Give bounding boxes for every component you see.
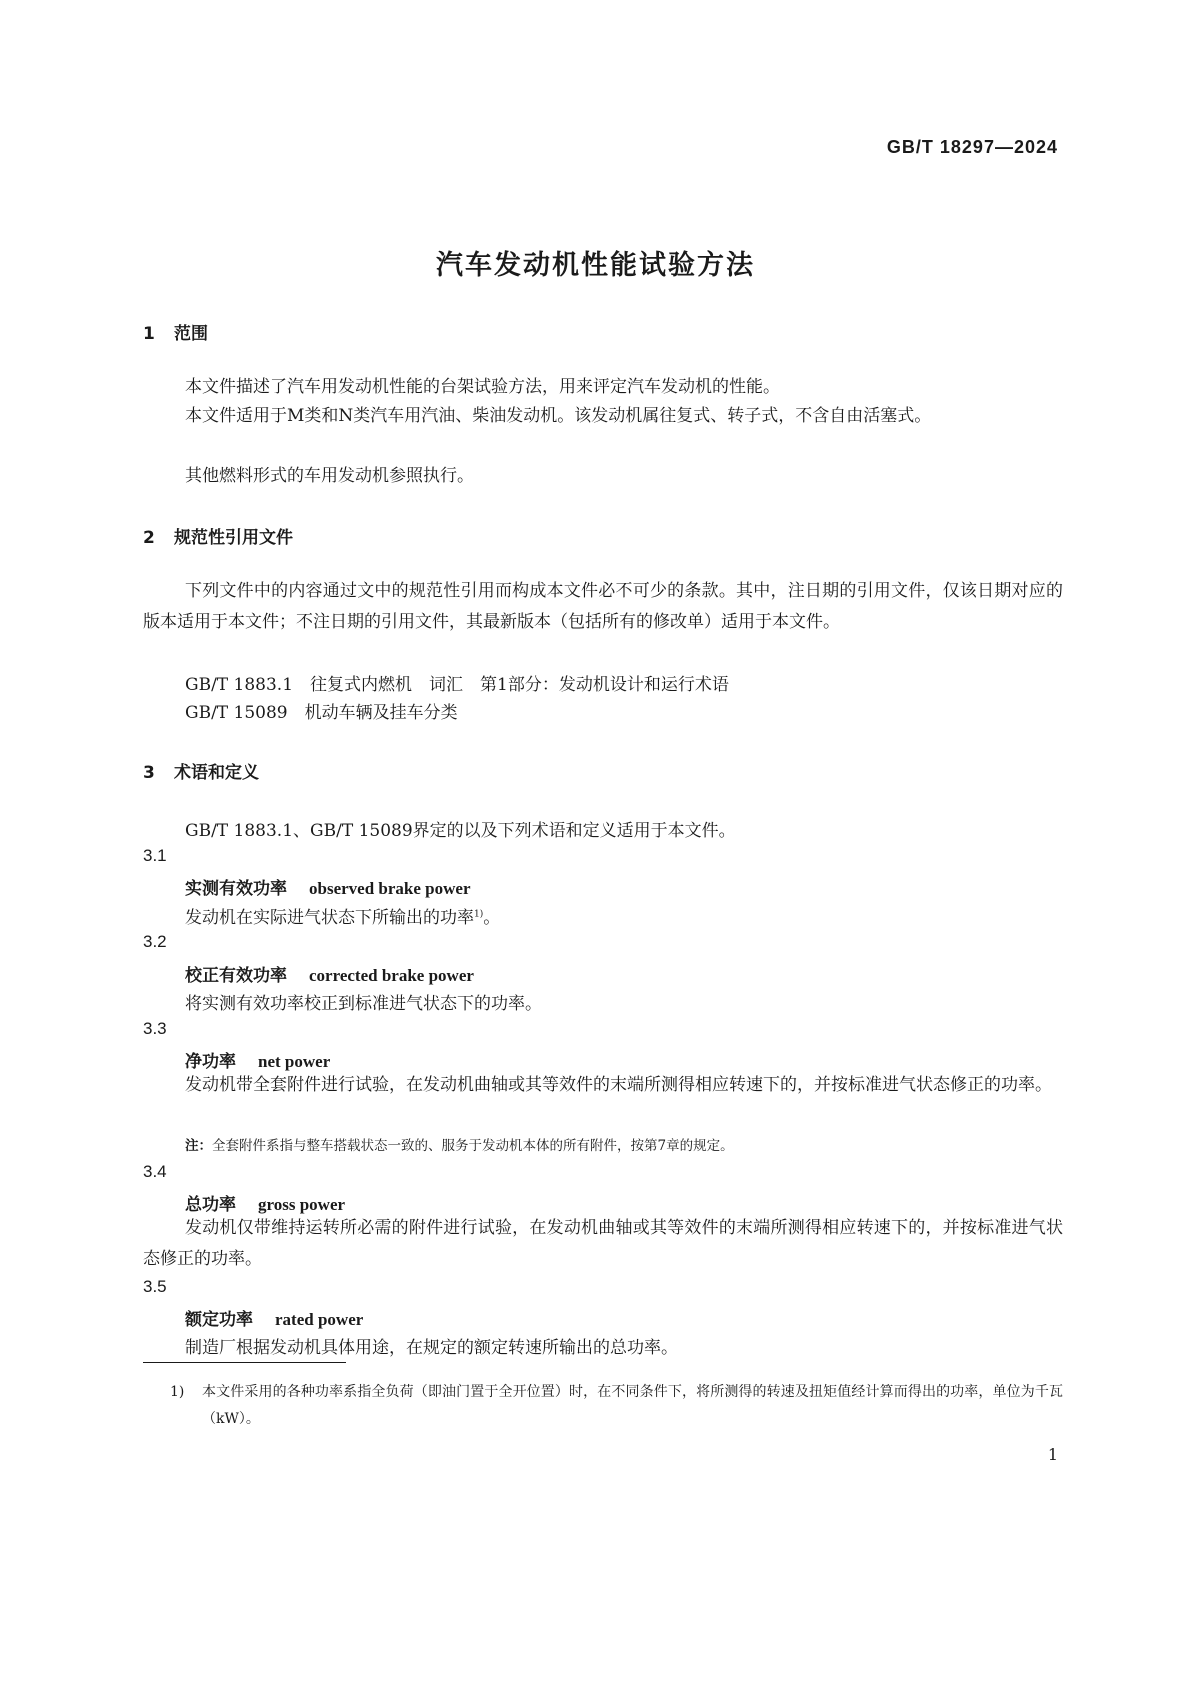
section-title: 范围	[174, 324, 208, 344]
term-name	[185, 874, 470, 899]
term-name	[185, 961, 474, 986]
scope-paragraph: 本文件描述了汽车用发动机性能的台架试验方法，用来评定汽车发动机的性能。	[185, 377, 780, 397]
reference-item: GB/T 15089 机动车辆及挂车分类	[185, 703, 458, 723]
term-name-en: observed brake power	[309, 879, 471, 898]
terms-intro: GB/T 1883.1、GB/T 15089界定的以及下列术语和定义适用于本文件。	[185, 821, 736, 841]
section-2-heading	[143, 523, 293, 548]
term-name-zh: 额定功率	[185, 1310, 253, 1330]
section-number: 1	[143, 324, 155, 344]
footnote-text: 本文件采用的各种功率系指全负荷（即油门置于全开位置）时，在不同条件下，将所测得的转速及扭矩值经计算而得出的功率，单位为千瓦（kW）。	[202, 1384, 1063, 1427]
section-title: 规范性引用文件	[174, 528, 293, 548]
section-3-heading	[143, 758, 259, 783]
section-number: 2	[143, 528, 155, 548]
references-intro: 下列文件中的内容通过文中的规范性引用而构成本文件必不可少的条款。其中，注日期的引用文件，仅该日期对应的版本适用于本文件；不注日期的引用文件，其最新版本（包括所有的修改单）适用于本文件。	[143, 581, 1063, 632]
standard-code: GB/T 18297—2024	[886, 137, 1058, 157]
term-name-en: net power	[258, 1052, 331, 1071]
term-definition: 制造厂根据发动机具体用途，在规定的额定转速所输出的总功率。	[185, 1338, 678, 1358]
term-definition: 发动机带全套附件进行试验，在发动机曲轴或其等效件的末端所测得相应转速下的，并按标准进气状态修正的功率。	[185, 1075, 1052, 1095]
term-note	[185, 1134, 734, 1154]
term-name-zh: 校正有效功率	[185, 966, 287, 986]
definition-text: 发动机在实际进气状态下所输出的功率	[185, 908, 474, 928]
page-number: 1	[1047, 1445, 1058, 1464]
term-definition: 发动机仅带维持运转所必需的附件进行试验，在发动机曲轴或其等效件的末端所测得相应转速下的，并按标准进气状态修正的功率。	[143, 1218, 1063, 1269]
document-title: 汽车发动机性能试验方法	[436, 250, 755, 281]
term-name	[185, 1305, 363, 1330]
term-number: 3.4	[143, 1162, 167, 1181]
term-definition: 将实测有效功率校正到标准进气状态下的功率。	[185, 994, 542, 1014]
term-name-en: gross power	[258, 1195, 346, 1214]
footnote-ref: 1)	[474, 909, 484, 920]
footnote-divider	[143, 1362, 346, 1363]
section-1-heading	[143, 319, 208, 344]
term-name-zh: 总功率	[185, 1195, 236, 1215]
section-title: 术语和定义	[174, 763, 259, 783]
reference-item: GB/T 1883.1 往复式内燃机 词汇 第1部分：发动机设计和运行术语	[185, 675, 729, 695]
term-name	[185, 1047, 330, 1072]
definition-end: 。	[483, 908, 501, 928]
term-number: 3.1	[143, 846, 167, 865]
note-label: 注：	[185, 1138, 212, 1154]
term-name-zh: 净功率	[185, 1052, 236, 1072]
footnote	[170, 1379, 1063, 1433]
scope-paragraph: 本文件适用于M类和N类汽车用汽油、柴油发动机。该发动机属往复式、转子式，不含自由活塞式。	[185, 406, 932, 426]
term-name-en: corrected brake power	[309, 966, 474, 985]
section-number: 3	[143, 763, 155, 783]
term-number: 3.3	[143, 1019, 167, 1038]
footnote-mark: 1)	[170, 1384, 185, 1400]
term-name	[185, 1190, 345, 1215]
note-text: 全套附件系指与整车搭载状态一致的、服务于发动机本体的所有附件，按第7章的规定。	[212, 1138, 734, 1154]
term-number: 3.5	[143, 1277, 167, 1296]
term-name-zh: 实测有效功率	[185, 879, 287, 899]
term-name-en: rated power	[275, 1310, 364, 1329]
term-definition	[185, 903, 500, 928]
scope-paragraph: 其他燃料形式的车用发动机参照执行。	[185, 466, 474, 486]
term-number: 3.2	[143, 932, 167, 951]
